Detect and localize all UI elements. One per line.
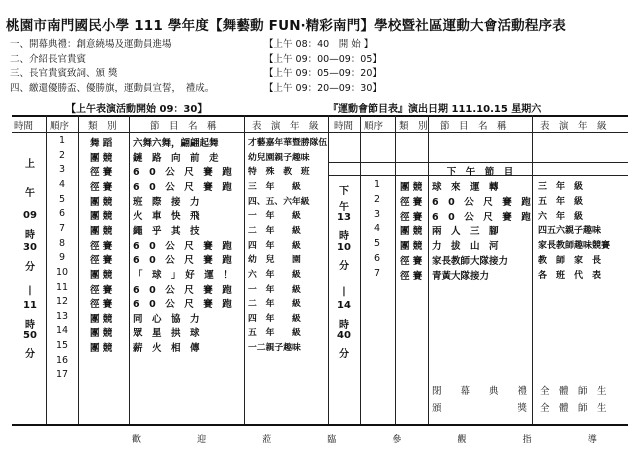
table-divider (129, 115, 130, 424)
pm-row-order: 3 (373, 208, 381, 220)
row-grade: 幼 兒 園 (248, 255, 301, 266)
row-order: 11 (55, 281, 69, 293)
pm-row-item: 6 0 公 尺 賽 跑 (432, 211, 531, 223)
row-category: 團 競 (90, 211, 113, 223)
pm-row-category: 徑 賽 (400, 211, 423, 223)
pm-time-label: 10 (337, 242, 351, 253)
row-grade: 才藝嘉年華暨勝隊伍 (248, 138, 328, 148)
am-time-label: 分 (25, 349, 35, 360)
row-category: 團 競 (90, 196, 113, 208)
pm-row-category: 團 競 (400, 241, 423, 253)
row-category: 徑 賽 (90, 240, 113, 252)
pm-row-grade: 五 年 級 (538, 196, 584, 207)
row-item: 6 0 公 尺 賽 跑 (133, 255, 232, 267)
row-category: 團 競 (90, 269, 113, 281)
row-order: 2 (58, 149, 66, 161)
pm-time-label: 分 (339, 349, 349, 360)
row-grade: 一二親子趣味 (248, 343, 301, 354)
closing-item: 頒 獎 (432, 403, 528, 414)
pm-row-category: 團 競 (400, 226, 423, 238)
am-time-label: 50 (23, 330, 37, 341)
column-header-item: 節 目 名 稱 (150, 121, 217, 132)
am-time-label: | (28, 285, 32, 296)
pm-row-item: 力 拔 山 河 (432, 241, 499, 253)
pm-row-category: 徑 賽 (400, 196, 423, 208)
row-category: 徑 賽 (90, 299, 113, 311)
am-caption: 【上午表演活動開始 09：30】 (66, 104, 208, 115)
row-grade: 六 年 級 (248, 269, 301, 280)
pm-time-label: 下 (339, 186, 349, 197)
schedule-caption: 『運動會節目表』演出日期 111.10.15 星期六 (328, 104, 542, 115)
program-item-time: 【上午 09：05—09：20】 (264, 68, 382, 79)
row-grade: 四、五、六年級 (248, 196, 310, 207)
am-time-label: 時 (25, 230, 35, 241)
am-time-label: 時 (25, 320, 35, 331)
row-grade: 二 年 級 (248, 225, 301, 236)
row-category: 團 競 (90, 225, 113, 237)
row-order: 5 (58, 193, 66, 205)
column-header-category: 類 別 (399, 121, 428, 132)
row-grade: 一 年 級 (248, 211, 301, 222)
pm-time-label: 13 (337, 212, 351, 223)
row-order: 15 (55, 340, 69, 352)
closing-item: 閉 幕 典 禮 (432, 386, 528, 397)
row-order: 8 (58, 237, 66, 249)
pm-row-order: 4 (373, 223, 381, 235)
row-category: 舞 蹈 (90, 138, 113, 149)
row-item: 6 0 公 尺 賽 跑 (133, 167, 232, 179)
table-rule (328, 162, 628, 163)
pm-row-item: 6 0 公 尺 賽 跑 (432, 196, 531, 208)
column-header-order: 順序 (50, 121, 70, 132)
am-time-label: 30 (23, 242, 37, 253)
row-grade: 三 年 級 (248, 181, 301, 192)
am-time-label: 上 (25, 159, 35, 170)
table-rule (12, 424, 628, 426)
pm-row-grade: 各 班 代 表 (538, 270, 602, 281)
pm-time-label: 時 (339, 231, 349, 242)
row-order: 14 (55, 325, 69, 337)
pm-time-label: 午 (339, 202, 349, 213)
row-item: 火 車 快 飛 (133, 211, 200, 223)
pm-row-item: 家長教師大隊接力 (432, 256, 509, 267)
row-grade: 四 年 級 (248, 313, 301, 324)
program-item-label: 三、長官貴賓致詞、頒 獎 (10, 68, 118, 79)
row-grade: 二 年 級 (248, 299, 301, 310)
column-header-performer: 表 演 年 級 (540, 121, 607, 132)
column-header-item: 節 目 名 稱 (440, 121, 507, 132)
row-category: 徑 賽 (90, 284, 113, 296)
row-item: 班 際 接 力 (133, 196, 200, 208)
program-item-label: 四、繳還優勝盃、優勝旗，運動員宣誓， 禮成。 (10, 82, 215, 94)
row-grade: 幼兒園親子趣味 (248, 152, 310, 163)
table-divider (78, 115, 79, 424)
column-header-order: 順序 (364, 121, 384, 132)
row-item: 眾 星 拱 球 (133, 328, 200, 340)
row-category: 團 競 (90, 328, 113, 340)
program-item-label: 一、開幕典禮：創意繞場及運動員進場 (10, 39, 172, 50)
row-item: 繩 乎 其 技 (133, 225, 200, 237)
row-item: 六舞六舞，翩翩起舞 (133, 138, 219, 149)
row-order: 10 (55, 266, 69, 278)
pm-row-category: 團 競 (400, 182, 423, 193)
program-item-label: 二、介紹長官貴賓 (10, 53, 87, 65)
am-time-label: 午 (25, 188, 35, 199)
row-item: 6 0 公 尺 賽 跑 (133, 299, 232, 311)
pm-time-label: 14 (337, 300, 351, 311)
program-item-time: 【上午 08：40 開 始 】 (264, 39, 374, 50)
pm-row-item: 兩 人 三 腳 (432, 226, 499, 238)
program-item-time: 【上午 09：00—09：05】 (264, 53, 382, 65)
pm-row-order: 2 (373, 193, 381, 205)
am-time-label: 11 (23, 300, 37, 311)
table-rule (12, 115, 628, 117)
table-rule (12, 132, 628, 133)
table-divider (46, 115, 47, 424)
row-order: 16 (55, 354, 69, 366)
pm-row-grade: 家長教師趣味競賽 (538, 241, 611, 252)
pm-row-item: 青黃大隊接力 (432, 270, 490, 282)
row-category: 徑 賽 (90, 167, 113, 179)
column-header-performer: 表 演 年 級 (252, 121, 319, 132)
pm-row-grade: 六 年 級 (538, 211, 584, 222)
row-category: 團 競 (90, 152, 113, 164)
row-category: 徑 賽 (90, 255, 113, 267)
row-category: 徑 賽 (90, 181, 113, 193)
row-item: 「 球 」 好 運 ！ (133, 269, 233, 281)
row-grade: 特 殊 教 班 (248, 167, 310, 178)
program-item-time: 【上午 09：20—09：30】 (264, 82, 382, 94)
pm-row-order: 6 (373, 253, 381, 264)
row-category: 團 競 (90, 343, 113, 355)
row-order: 3 (58, 164, 66, 176)
closing-grade: 全 體 師 生 (540, 386, 607, 397)
row-grade: 五 年 級 (248, 328, 301, 339)
pm-row-grade: 教 師 家 長 (538, 256, 602, 266)
pm-row-order: 5 (373, 238, 381, 250)
row-order: 17 (55, 369, 69, 381)
page-title: 桃園市南門國民小學 111 學年度【舞藝動 FUN‧精彩南門】學校暨社區運動大會活動程序表 (6, 18, 566, 34)
row-item: 6 0 公 尺 賽 跑 (133, 284, 232, 296)
row-item: 鏈 路 向 前 走 (133, 152, 219, 164)
table-divider (244, 115, 245, 424)
pm-time-label: 40 (337, 330, 351, 341)
row-order: 4 (58, 178, 66, 190)
pm-row-category: 徑 賽 (400, 270, 423, 282)
pm-heading: 下 午 節 目 (446, 167, 514, 178)
row-item: 薪 火 相 傳 (133, 343, 200, 355)
am-time-label: 分 (25, 262, 35, 273)
row-item: 6 0 公 尺 賽 跑 (133, 240, 232, 252)
column-header-time: 時間 (334, 121, 354, 132)
row-order: 1 (58, 135, 66, 146)
row-order: 12 (55, 296, 69, 308)
pm-time-label: 分 (339, 261, 349, 272)
row-order: 13 (55, 310, 69, 322)
row-category: 團 競 (90, 313, 113, 325)
am-time-label: 09 (23, 210, 37, 221)
row-order: 7 (58, 222, 66, 234)
row-order: 6 (58, 208, 66, 220)
closing-grade: 全 體 師 生 (540, 403, 607, 414)
pm-row-order: 1 (373, 179, 381, 190)
pm-row-grade: 四五六親子趣味 (538, 226, 602, 237)
pm-row-category: 徑 賽 (400, 256, 423, 267)
column-header-category: 類 別 (88, 121, 117, 132)
row-grade: 四 年 級 (248, 240, 301, 251)
pm-row-item: 球 來 運 轉 (432, 182, 499, 193)
pm-time-label: | (342, 286, 346, 297)
row-grade: 一 年 級 (248, 284, 301, 295)
row-item: 同 心 協 力 (133, 313, 200, 325)
pm-time-label: 時 (339, 320, 349, 331)
pm-row-order: 7 (373, 267, 381, 279)
footer-welcome: 歡 迎 蒞 臨 參 觀 指 導 (132, 435, 598, 445)
column-header-time: 時間 (14, 121, 34, 132)
row-order: 9 (58, 252, 66, 264)
pm-row-grade: 三 年 級 (538, 182, 584, 192)
row-item: 6 0 公 尺 賽 跑 (133, 181, 232, 193)
